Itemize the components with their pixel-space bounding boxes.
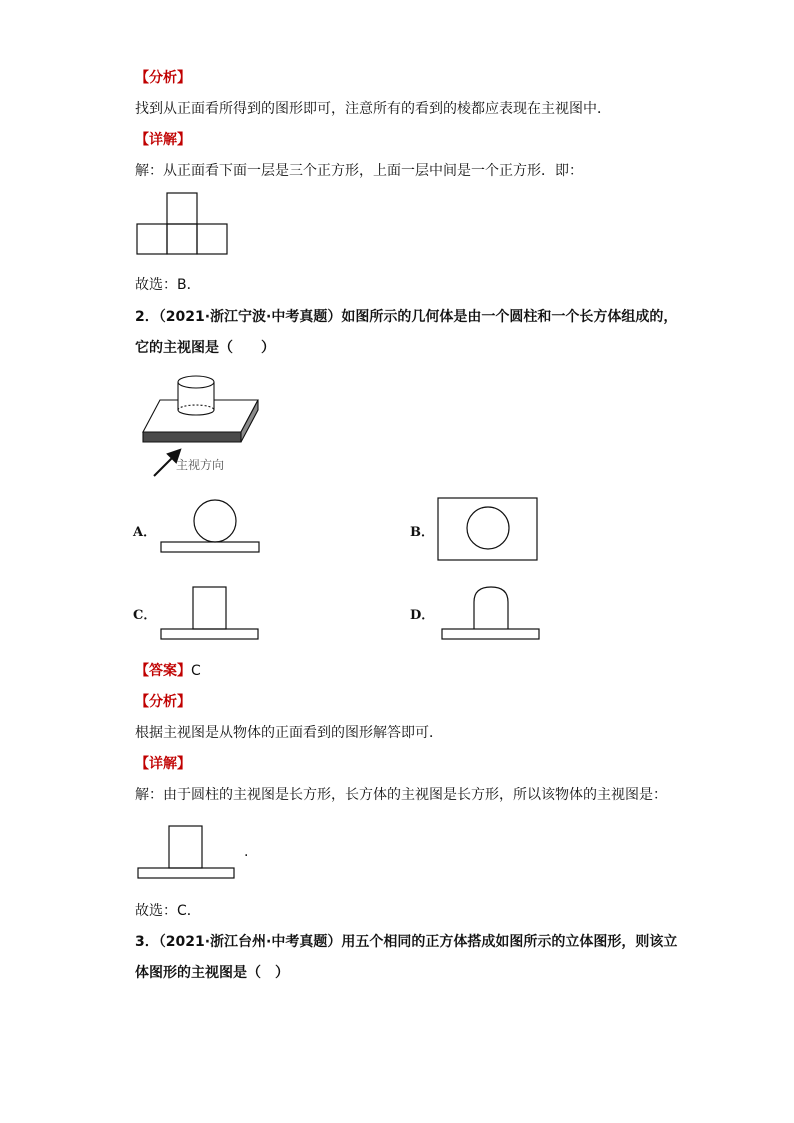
analysis-heading-1: 【分析】 [135,70,191,86]
detail-text-2: 解：由于圆柱的主视图是长方形，长方体的主视图是长方形，所以该物体的主视图是： [135,787,667,803]
question-3-line2: 体图形的主视图是（ ） [135,965,289,981]
detail-heading-1: 【详解】 [135,132,191,148]
option-a-base [161,542,259,552]
choice-text-2: 故选：C． [135,903,201,919]
question-2-line2: 它的主视图是（ ） [135,340,275,356]
choice-text-1: 故选：B． [135,277,201,293]
answer-heading: 【答案】 [135,663,191,679]
answer-value: C [191,663,201,679]
bottom-middle-square [167,224,197,254]
option-b-figure [433,494,543,564]
option-d-dome [474,587,508,629]
question-3-line1: 3．（2021·浙江台州·中考真题）用五个相同的正方体搭成如图所示的立体图形，则该立 [135,934,678,950]
option-c-base [161,629,258,639]
answer-row [135,660,201,680]
analysis-text-1: 找到从正面看所得到的图形即可，注意所有的看到的棱都应表现在主视图中． [135,101,611,117]
figure-period: . [244,844,249,860]
option-b-circle [467,507,509,549]
option-d-figure [436,582,546,644]
answer-base [138,868,234,878]
analysis-text-2: 根据主视图是从物体的正面看到的图形解答即可． [135,725,443,741]
slab-front [143,432,241,442]
detail-text-1: 解：从正面看下面一层是三个正方形，上面一层中间是一个正方形．即： [135,163,583,179]
cylinder-top [178,376,214,388]
option-d-base [442,629,539,639]
bottom-right-square [197,224,227,254]
detail-heading-2: 【详解】 [135,756,191,772]
option-b-label: B． [410,525,434,540]
option-a-circle [194,500,236,542]
view-direction-label: 主视方向 [176,458,225,472]
option-a-figure [150,490,270,558]
option-c-figure [155,582,265,644]
bottom-left-square [137,224,167,254]
option-c-label: C． [133,608,157,623]
analysis-heading-2: 【分析】 [135,694,191,710]
question-2-line1: 2．（2021·浙江宁波·中考真题）如图所示的几何体是由一个圆柱和一个长方体组成的， [135,309,678,325]
top-square [167,193,197,224]
option-c-cylinder-rect [193,587,226,629]
option-a-label: A． [133,525,157,540]
answer-cylinder-rect [169,826,202,868]
option-d-label: D． [410,608,435,623]
answer-front-view-figure [132,818,242,884]
front-view-squares-figure [136,191,232,257]
